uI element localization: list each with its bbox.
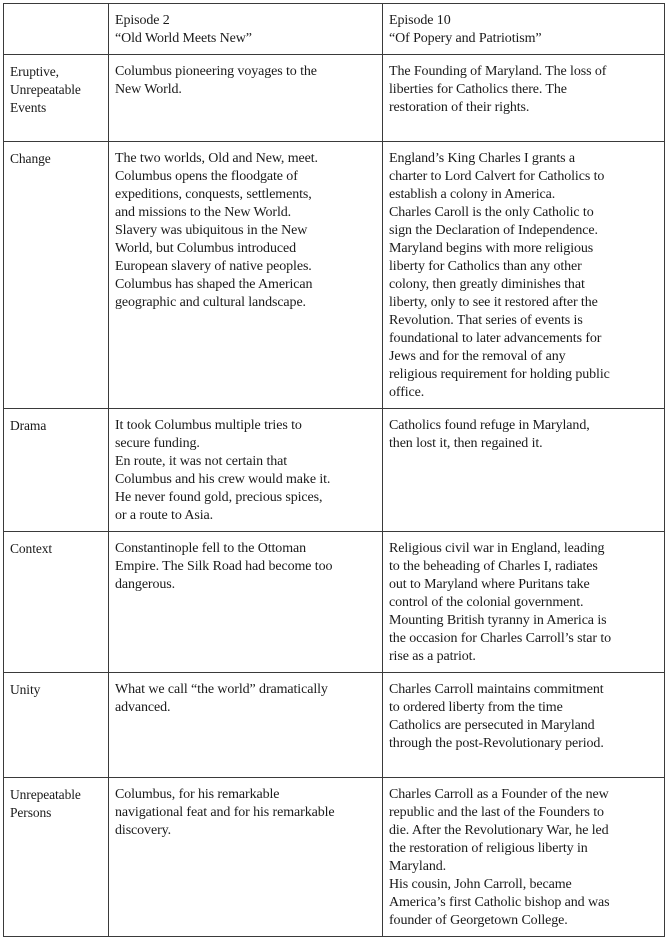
cell-line: En route, it was not certain that: [115, 454, 288, 469]
cell-line: then lost it, then regained it.: [389, 436, 543, 451]
row-label-line: Unrepeatable: [10, 787, 81, 802]
row-label-line: Persons: [10, 805, 52, 820]
cell-line: What we call “the world” dramatically: [115, 682, 328, 697]
episode-2-title: “Old World Meets New”: [115, 31, 252, 46]
episode-10-title: “Of Popery and Patriotism”: [389, 31, 542, 46]
cell-line: Maryland begins with more religious: [389, 241, 594, 256]
cell-line: Slavery was ubiquitous in the New: [115, 223, 308, 238]
episode-2-cell: [109, 778, 383, 937]
cell-line: The two worlds, Old and New, meet.: [115, 151, 318, 166]
row-label: [4, 55, 109, 142]
episode-2-cell: [109, 142, 383, 409]
cell-line: charter to Lord Calvert for Catholics to: [389, 169, 605, 184]
row-drama: [4, 409, 665, 532]
row-label: [4, 778, 109, 937]
cell-line: Catholics are persecuted in Maryland: [389, 718, 595, 733]
cell-line: He never found gold, precious spices,: [115, 490, 323, 505]
cell-line: geographic and cultural landscape.: [115, 295, 306, 310]
cell-line: or a route to Asia.: [115, 508, 214, 523]
header-episode-2: [109, 4, 383, 55]
cell-line: establish a colony in America.: [389, 187, 556, 202]
cell-line: to the beheading of Charles I, radiates: [389, 559, 598, 574]
cell-line: and missions to the New World.: [115, 205, 292, 220]
cell-line: the occasion for Charles Carroll’s star to: [389, 631, 612, 646]
cell-line: It took Columbus multiple tries to: [115, 418, 302, 433]
cell-line: founder of Georgetown College.: [389, 913, 568, 928]
row-eruptive-events: [4, 55, 665, 142]
cell-line: Charles Carroll as a Founder of the new: [389, 787, 609, 802]
episode-2-cell: [109, 55, 383, 142]
cell-line: liberties for Catholics there. The: [389, 82, 567, 97]
cell-line: restoration of their rights.: [389, 100, 530, 115]
episode-2-number: Episode 2: [115, 13, 170, 28]
cell-line: secure funding.: [115, 436, 200, 451]
cell-line: Maryland.: [389, 859, 447, 874]
cell-line: religious requirement for holding public: [389, 367, 610, 382]
cell-line: Columbus, for his remarkable: [115, 787, 280, 802]
cell-line: die. After the Revolutionary War, he led: [389, 823, 609, 838]
row-label-line: Eruptive,: [10, 64, 59, 79]
cell-line: sign the Declaration of Independence.: [389, 223, 598, 238]
row-label: [4, 673, 109, 778]
cell-line: Constantinople fell to the Ottoman: [115, 541, 307, 556]
row-context: [4, 532, 665, 673]
cell-line: Jews and for the removal of any: [389, 349, 566, 364]
cell-line: navigational feat and for his remarkable: [115, 805, 335, 820]
cell-line: colony, then greatly diminishes that: [389, 277, 585, 292]
cell-line: America’s first Catholic bishop and was: [389, 895, 610, 910]
cell-line: Charles Carroll maintains commitment: [389, 682, 604, 697]
cell-line: The Founding of Maryland. The loss of: [389, 64, 607, 79]
episode-10-cell: [383, 778, 665, 937]
episode-2-cell: [109, 532, 383, 673]
cell-line: expeditions, conquests, settlements,: [115, 187, 312, 202]
cell-line: Revolution. That series of events is: [389, 313, 583, 328]
row-unrepeatable-persons: [4, 778, 665, 937]
episode-10-cell: [383, 142, 665, 409]
row-unity: [4, 673, 665, 778]
cell-line: discovery.: [115, 823, 172, 838]
cell-line: Catholics found refuge in Maryland,: [389, 418, 590, 433]
row-label: [4, 532, 109, 673]
header-blank-cell: [4, 4, 109, 55]
cell-line: republic and the last of the Founders to: [389, 805, 604, 820]
row-label-line: Context: [10, 541, 53, 556]
cell-line: England’s King Charles I grants a: [389, 151, 576, 166]
episode-2-cell: [109, 409, 383, 532]
episode-10-cell: [383, 673, 665, 778]
cell-line: through the post-Revolutionary period.: [389, 736, 604, 751]
row-label-line: Unrepeatable: [10, 82, 81, 97]
episode-10-number: Episode 10: [389, 13, 451, 28]
cell-line: Columbus opens the floodgate of: [115, 169, 298, 184]
cell-line: His cousin, John Carroll, became: [389, 877, 572, 892]
cell-line: rise as a patriot.: [389, 649, 476, 664]
cell-line: liberty, only to see it restored after the: [389, 295, 598, 310]
cell-line: New World.: [115, 82, 182, 97]
row-label-line: Drama: [10, 418, 47, 433]
row-change: [4, 142, 665, 409]
cell-line: out to Maryland where Puritans take: [389, 577, 590, 592]
header-episode-10: [383, 4, 665, 55]
cell-line: to ordered liberty from the time: [389, 700, 563, 715]
cell-line: control of the colonial government.: [389, 595, 584, 610]
episode-10-cell: [383, 409, 665, 532]
episode-10-cell: [383, 55, 665, 142]
cell-line: dangerous.: [115, 577, 176, 592]
row-label: [4, 409, 109, 532]
header-row: [4, 4, 665, 55]
row-label-line: Unity: [10, 682, 41, 697]
row-label-line: Change: [10, 151, 51, 166]
cell-line: Charles Caroll is the only Catholic to: [389, 205, 594, 220]
cell-line: Mounting British tyranny in America is: [389, 613, 607, 628]
episode-2-cell: [109, 673, 383, 778]
comparison-table: [3, 3, 665, 937]
row-label-line: Events: [10, 100, 47, 115]
cell-line: office.: [389, 385, 425, 400]
cell-line: Columbus has shaped the American: [115, 277, 313, 292]
cell-line: liberty for Catholics than any other: [389, 259, 582, 274]
cell-line: Columbus and his crew would make it.: [115, 472, 331, 487]
cell-line: European slavery of native peoples.: [115, 259, 312, 274]
cell-line: the restoration of religious liberty in: [389, 841, 588, 856]
cell-line: Empire. The Silk Road had become too: [115, 559, 333, 574]
cell-line: advanced.: [115, 700, 171, 715]
cell-line: foundational to later advancements for: [389, 331, 602, 346]
cell-line: Columbus pioneering voyages to the: [115, 64, 317, 79]
row-label: [4, 142, 109, 409]
cell-line: Religious civil war in England, leading: [389, 541, 605, 556]
cell-line: World, but Columbus introduced: [115, 241, 296, 256]
episode-10-cell: [383, 532, 665, 673]
